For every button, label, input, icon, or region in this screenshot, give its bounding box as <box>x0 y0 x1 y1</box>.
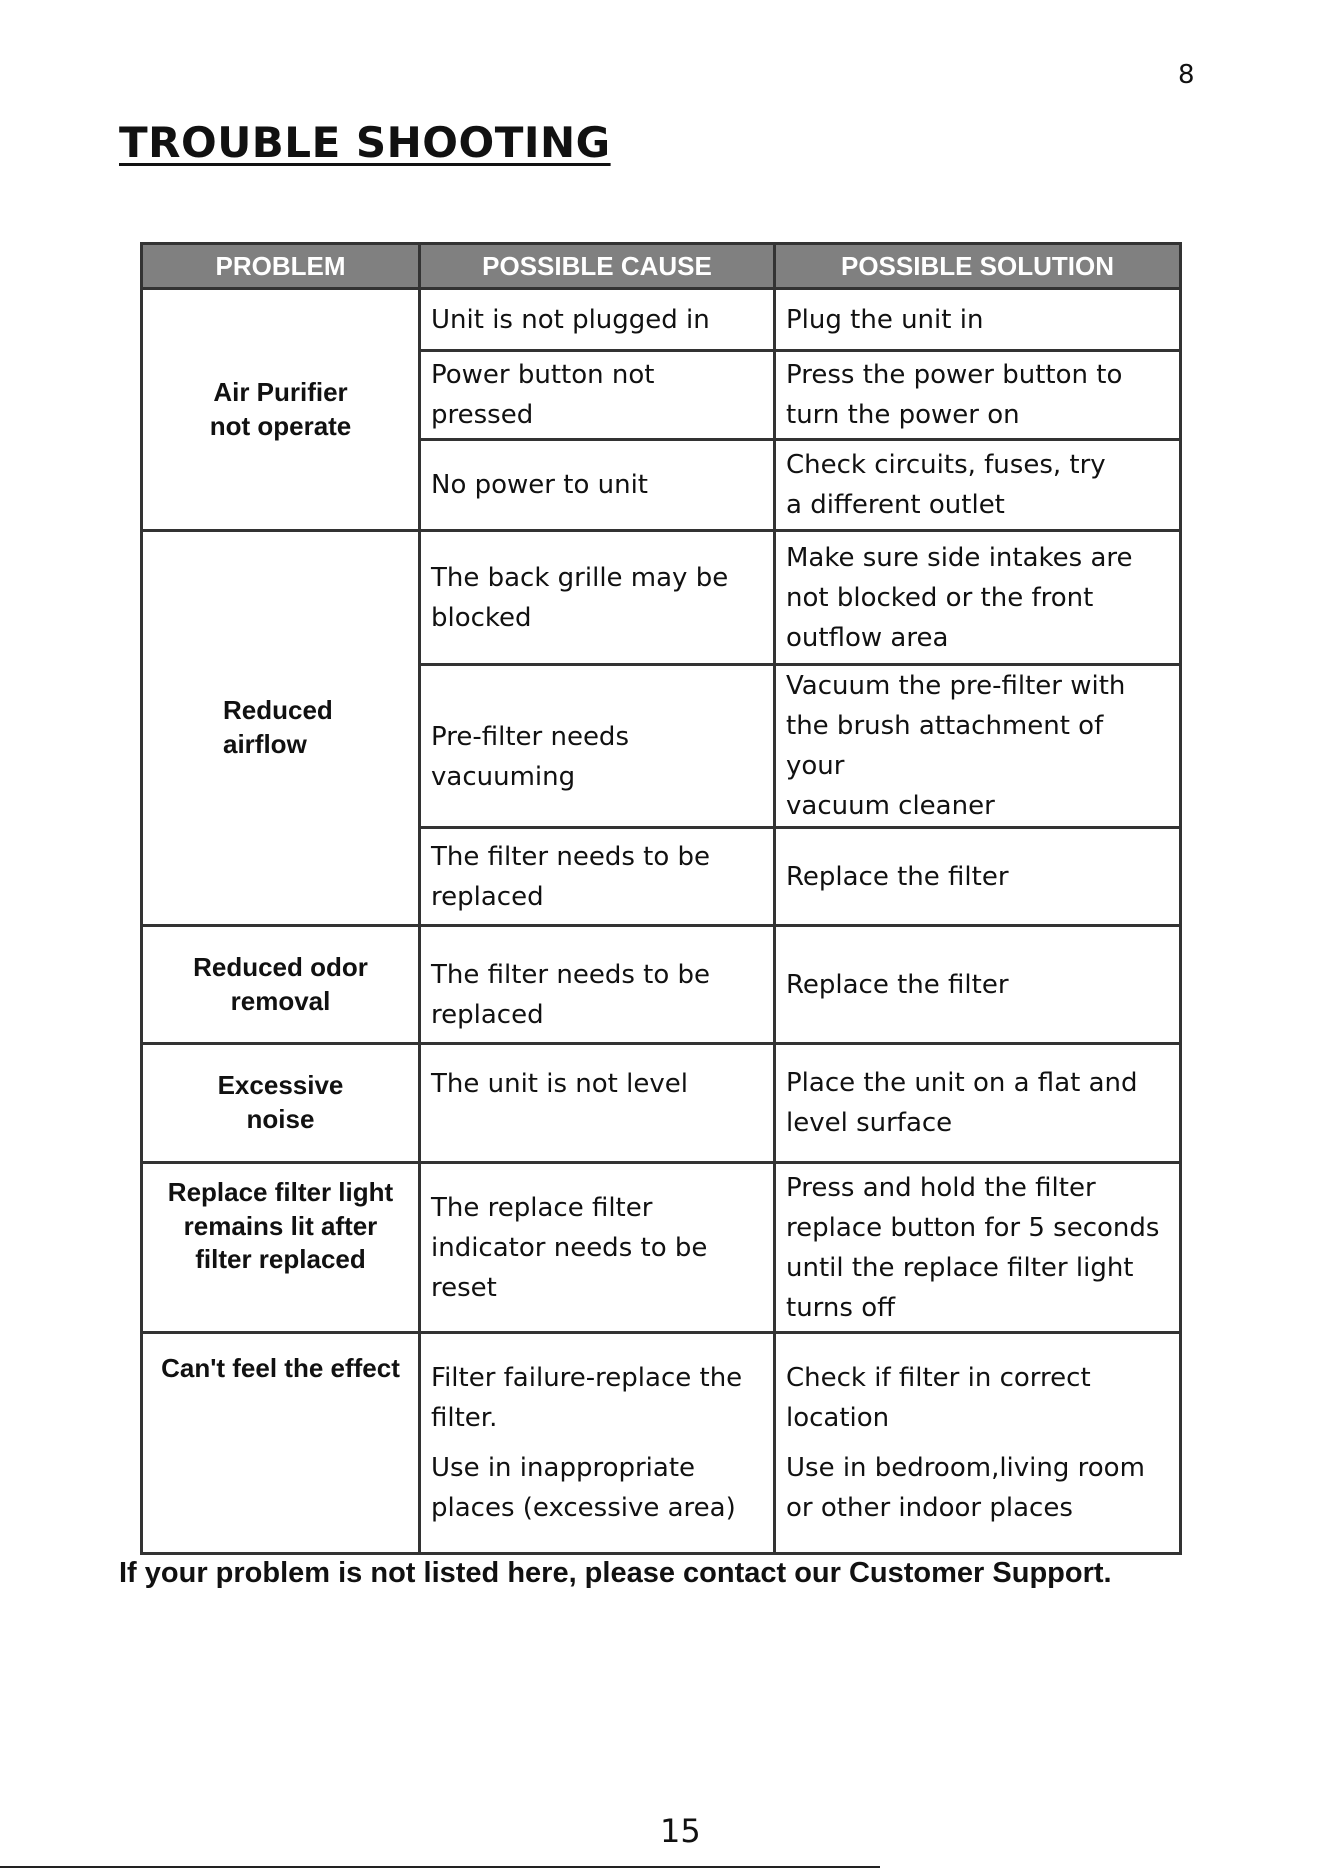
cause-cell <box>420 1163 775 1333</box>
solution-cell <box>775 1163 1181 1333</box>
cause-text-secondary: Use in inappropriate places (excessive area) <box>431 1453 736 1523</box>
solution-text: Check circuits, fuses, try a different outlet <box>786 450 1106 520</box>
problem-label: Excessive noise <box>217 1070 344 1134</box>
cause-text: Pre-filter needs vacuuming <box>431 722 629 792</box>
problem-cell <box>142 926 420 1044</box>
section-number: 8 <box>1178 60 1195 90</box>
problem-cell <box>142 531 420 926</box>
problem-cell <box>142 289 420 531</box>
solution-cell <box>775 1333 1181 1554</box>
cause-cell <box>420 665 775 828</box>
problem-cell <box>142 1333 420 1554</box>
cause-text: The filter needs to be replaced <box>431 841 711 912</box>
cause-text: Power button not pressed <box>431 360 655 430</box>
cause-cell <box>420 1333 775 1554</box>
header-problem: PROBLEM <box>142 244 420 289</box>
solution-cell <box>775 289 1181 351</box>
cause-text: Filter failure-replace the filter. <box>431 1363 743 1433</box>
table-row <box>142 1044 1181 1163</box>
customer-support-note: If your problem is not listed here, please contact our Customer Support. <box>119 1557 1112 1589</box>
solution-text: Plug the unit in <box>786 304 984 335</box>
problem-label: Air Purifier not operate <box>209 376 352 441</box>
cause-text: The unit is not level <box>431 1069 688 1099</box>
cause-text: Unit is not plugged in <box>431 304 710 335</box>
solution-cell <box>775 1044 1181 1163</box>
solution-text: Replace the filter <box>786 969 1009 1000</box>
cause-cell <box>420 351 775 440</box>
problem-label: Replace filter light remains lit after filter replaced <box>167 1176 394 1275</box>
table-header-row <box>142 244 1181 289</box>
cause-text: No power to unit <box>431 470 648 500</box>
table-row <box>142 289 1181 351</box>
table-row <box>142 926 1181 1044</box>
solution-cell <box>775 440 1181 531</box>
cause-text: The filter needs to be replaced <box>431 959 711 1030</box>
header-possible-cause: POSSIBLE CAUSE <box>420 244 775 289</box>
solution-text: Replace the filter <box>786 861 1009 892</box>
table-row <box>142 531 1181 665</box>
header-possible-solution: POSSIBLE SOLUTION <box>775 244 1181 289</box>
problem-label: Reduced odor removal <box>193 951 368 1016</box>
solution-text: Vacuum the pre-filter with the brush attachment of your vacuum cleaner <box>786 671 1126 821</box>
solution-text: Place the unit on a flat and level surface <box>786 1068 1138 1138</box>
page-title: TROUBLE SHOOTING <box>119 118 611 167</box>
problem-label: Can't feel the effect <box>161 1353 400 1383</box>
cause-text: The replace filter indicator needs to be reset <box>431 1192 708 1303</box>
solution-cell <box>775 351 1181 440</box>
solution-text: Press the power button to turn the power on <box>786 360 1123 430</box>
cause-text: The back grille may be blocked <box>431 562 729 633</box>
cause-cell <box>420 531 775 665</box>
solution-cell <box>775 828 1181 926</box>
solution-cell <box>775 531 1181 665</box>
solution-text-secondary: Use in bedroom,living room or other indoor places <box>786 1453 1145 1523</box>
cause-cell <box>420 289 775 351</box>
solution-cell <box>775 926 1181 1044</box>
solution-text: Make sure side intakes are not blocked or the front outflow area <box>786 542 1133 653</box>
cause-cell <box>420 828 775 926</box>
problem-cell <box>142 1163 420 1333</box>
bottom-rule <box>0 1866 880 1868</box>
page-number: 15 <box>660 1812 701 1850</box>
table-row <box>142 1163 1181 1333</box>
cause-cell <box>420 1044 775 1163</box>
cause-cell <box>420 926 775 1044</box>
solution-text: Press and hold the filter replace button for 5 seconds until the replace filter light turns off <box>786 1172 1160 1323</box>
table-row <box>142 1333 1181 1554</box>
troubleshooting-table <box>140 242 1182 1555</box>
problem-label: Reduced airflow <box>223 695 333 759</box>
solution-cell <box>775 665 1181 828</box>
cause-cell <box>420 440 775 531</box>
problem-cell <box>142 1044 420 1163</box>
solution-text: Check if filter in correct location <box>786 1363 1091 1433</box>
